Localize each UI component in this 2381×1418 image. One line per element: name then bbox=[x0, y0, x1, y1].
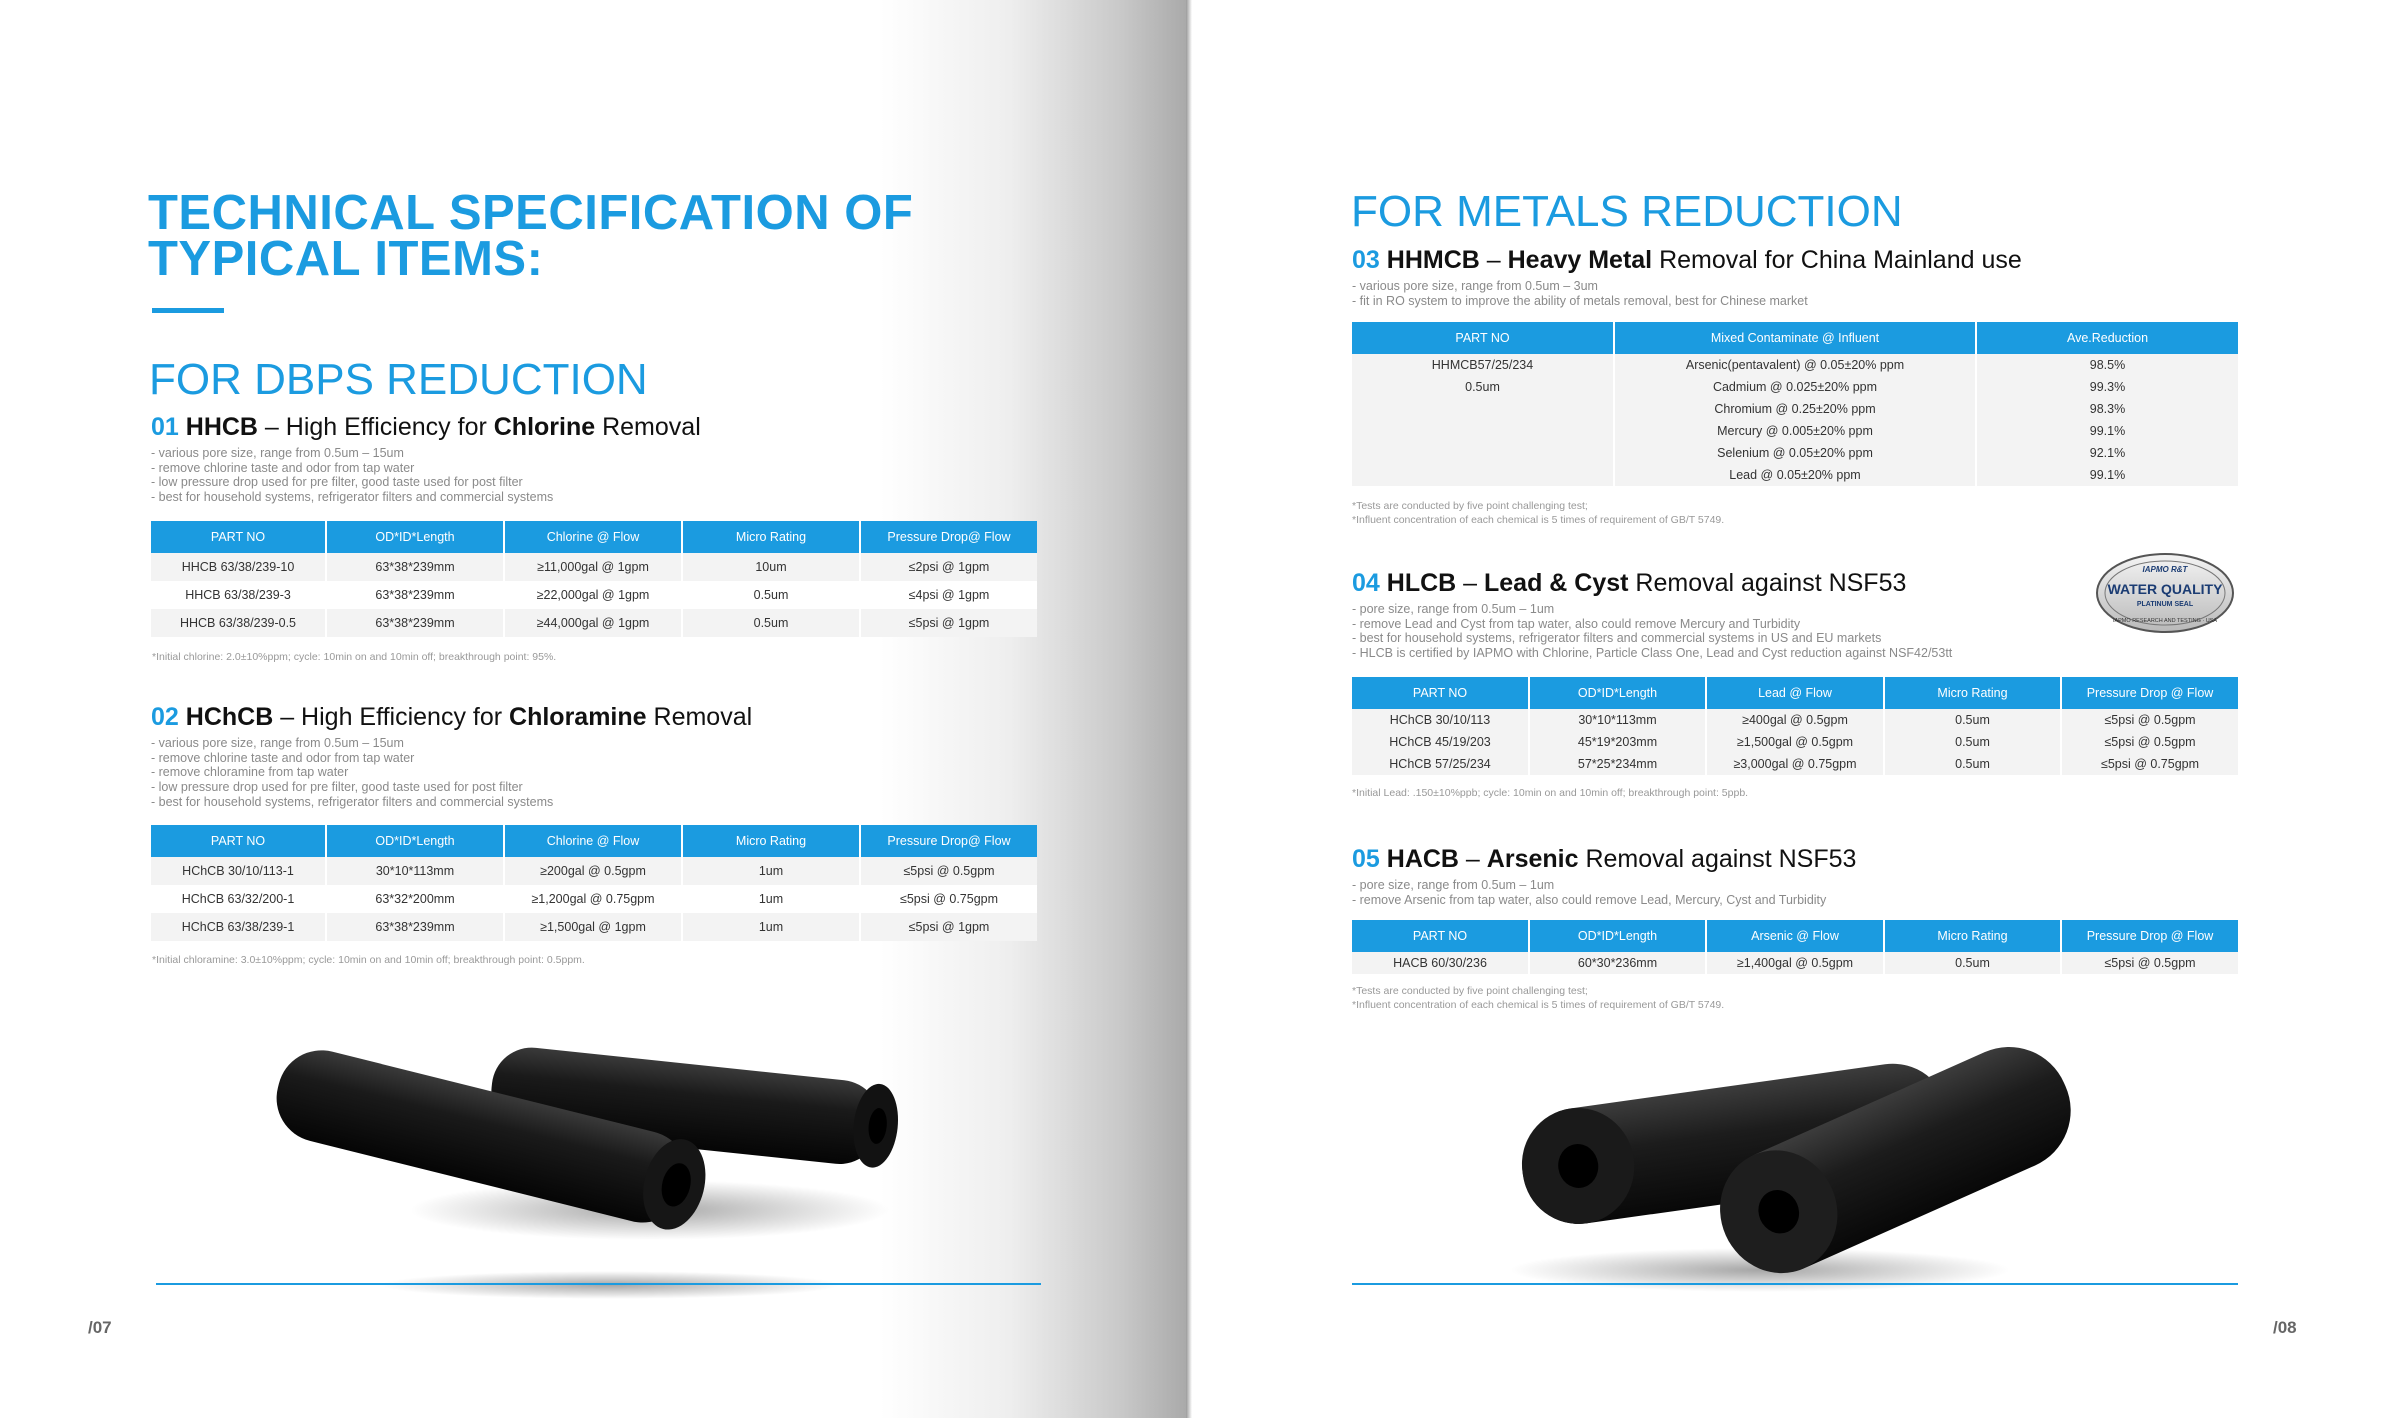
table-cell: ≤5psi @ 0.5gpm bbox=[2061, 709, 2238, 731]
table-cell: ≥1,400gal @ 0.5gpm bbox=[1706, 952, 1884, 974]
table-cell: 0.5um bbox=[682, 609, 860, 637]
bullet: - various pore size, range from 0.5um – 15um bbox=[151, 446, 1031, 461]
column-header: OD*ID*Length bbox=[326, 825, 504, 857]
bullet: - low pressure drop used for pre filter, good taste used for post filter bbox=[151, 475, 1031, 490]
table-cell: ≤5psi @ 1gpm bbox=[860, 609, 1037, 637]
item-number: 04 bbox=[1352, 569, 1380, 597]
table-cell: 0.5um bbox=[1352, 376, 1614, 398]
table-cell: ≤5psi @ 0.5gpm bbox=[2061, 731, 2238, 753]
table-cell: 99.1% bbox=[1976, 464, 2238, 486]
main-title bbox=[148, 186, 948, 286]
item-code: HHMCB bbox=[1386, 246, 1480, 274]
table-cell: 60*30*236mm bbox=[1529, 952, 1706, 974]
column-header: OD*ID*Length bbox=[1529, 920, 1706, 952]
badge-top-text: IAPMO R&T bbox=[2142, 565, 2188, 574]
column-header: PART NO bbox=[1352, 322, 1614, 354]
table-cell: ≤5psi @ 0.5gpm bbox=[2061, 952, 2238, 974]
bullet: - various pore size, range from 0.5um – 15um bbox=[151, 736, 1031, 751]
bullet: - various pore size, range from 0.5um – 3um bbox=[1352, 279, 2232, 294]
table-cell: HHCB 63/38/239-0.5 bbox=[151, 609, 326, 637]
table-cell: 30*10*113mm bbox=[326, 857, 504, 885]
item-number: 02 bbox=[151, 703, 179, 731]
item-03-hhmcb bbox=[1352, 245, 2232, 308]
item-01-hhcb bbox=[151, 412, 1031, 505]
main-title-line2: TYPICAL ITEMS: bbox=[148, 232, 544, 286]
table-row bbox=[151, 857, 1037, 885]
footnote-line: *Tests are conducted by five point challenging test; bbox=[1352, 985, 1588, 997]
bullet: - best for household systems, refrigerator filters and commercial systems bbox=[151, 795, 1031, 810]
item-02-footnote: *Initial chloramine: 3.0±10%ppm; cycle: 10min on and 10min off; breakthrough point: 0.5ppm. bbox=[152, 954, 585, 966]
table-cell: 0.5um bbox=[1884, 753, 2061, 775]
table-cell: ≤5psi @ 0.75gpm bbox=[860, 885, 1037, 913]
column-header: PART NO bbox=[151, 521, 326, 553]
table-cell bbox=[1352, 464, 1614, 486]
item-heading-post: Removal bbox=[595, 413, 701, 441]
table-cell: 63*32*200mm bbox=[326, 885, 504, 913]
item-heading-post: Removal against NSF53 bbox=[1578, 845, 1857, 873]
column-header: PART NO bbox=[1352, 677, 1529, 709]
column-header: Chlorine @ Flow bbox=[504, 521, 682, 553]
table-cell: HChCB 57/25/234 bbox=[1352, 753, 1529, 775]
item-05-hacb bbox=[1352, 844, 2232, 907]
table-header-row bbox=[1352, 920, 2238, 952]
table-row bbox=[1352, 442, 2238, 464]
table-cell: ≥1,500gal @ 0.5gpm bbox=[1706, 731, 1884, 753]
item-05-heading bbox=[1352, 844, 2232, 874]
item-heading-pre: – High Efficiency for bbox=[257, 413, 494, 441]
main-title-line1: TECHNICAL SPECIFICATION OF bbox=[148, 186, 914, 240]
table-cell: Mercury @ 0.005±20% ppm bbox=[1614, 420, 1976, 442]
item-heading-pre: – High Efficiency for bbox=[273, 703, 510, 731]
table-cell: ≤4psi @ 1gpm bbox=[860, 581, 1037, 609]
table-row bbox=[1352, 376, 2238, 398]
page-fold bbox=[1186, 0, 1192, 1418]
column-header: Micro Rating bbox=[682, 521, 860, 553]
footnote-line: *Influent concentration of each chemical is 5 times of requirement of GB/T 5749. bbox=[1352, 514, 1725, 526]
table-cell: 0.5um bbox=[1884, 731, 2061, 753]
bullet: - remove Arsenic from tap water, also could remove Lead, Mercury, Cyst and Turbidity bbox=[1352, 893, 2232, 908]
item-02-bullets bbox=[151, 736, 1031, 810]
bullet: - HLCB is certified by IAPMO with Chlorine, Particle Class One, Lead and Cyst reduction against NSF42/53tt bbox=[1352, 646, 2232, 661]
table-cell: 99.3% bbox=[1976, 376, 2238, 398]
item-03-spec-table bbox=[1352, 322, 2238, 486]
item-01-heading bbox=[151, 412, 1031, 442]
table-cell: 63*38*239mm bbox=[326, 609, 504, 637]
footnote-line: *Influent concentration of each chemical is 5 times of requirement of GB/T 5749. bbox=[1352, 999, 1725, 1011]
table-cell: ≥400gal @ 0.5gpm bbox=[1706, 709, 1884, 731]
table-cell: ≥200gal @ 0.5gpm bbox=[504, 857, 682, 885]
table-row bbox=[1352, 753, 2238, 775]
badge-main-text: WATER QUALITY bbox=[2107, 581, 2223, 597]
column-header: Chlorine @ Flow bbox=[504, 825, 682, 857]
table-cell: HChCB 63/38/239-1 bbox=[151, 913, 326, 941]
column-header: Ave.Reduction bbox=[1976, 322, 2238, 354]
bullet: - pore size, range from 0.5um – 1um bbox=[1352, 878, 2232, 893]
table-header-row bbox=[151, 521, 1037, 553]
table-cell: 98.3% bbox=[1976, 398, 2238, 420]
item-03-footnote bbox=[1352, 499, 1724, 527]
table-cell: ≥44,000gal @ 1gpm bbox=[504, 609, 682, 637]
table-cell: HChCB 63/32/200-1 bbox=[151, 885, 326, 913]
column-header: Mixed Contaminate @ Influent bbox=[1614, 322, 1976, 354]
column-header: Lead @ Flow bbox=[1706, 677, 1884, 709]
title-underline bbox=[152, 308, 224, 313]
table-cell: ≤5psi @ 0.5gpm bbox=[860, 857, 1037, 885]
table-cell bbox=[1352, 442, 1614, 464]
item-number: 01 bbox=[151, 413, 179, 441]
item-code: HLCB bbox=[1386, 569, 1457, 597]
iapmo-water-quality-seal-icon bbox=[2095, 552, 2235, 634]
table-cell: ≥1,200gal @ 0.75gpm bbox=[504, 885, 682, 913]
section-metals-heading: FOR METALS REDUCTION bbox=[1351, 187, 1903, 236]
item-04-spec-table bbox=[1352, 677, 2238, 775]
item-01-footnote: *Initial chlorine: 2.0±10%ppm; cycle: 10min on and 10min off; breakthrough point: 95%. bbox=[152, 651, 557, 663]
table-cell: Chromium @ 0.25±20% ppm bbox=[1614, 398, 1976, 420]
table-cell: 10um bbox=[682, 553, 860, 581]
table-row bbox=[1352, 354, 2238, 376]
item-heading-pre: – bbox=[1479, 246, 1508, 274]
item-03-bullets bbox=[1352, 279, 2232, 308]
table-cell: 0.5um bbox=[1884, 952, 2061, 974]
bullet: - best for household systems, refrigerator filters and commercial systems bbox=[151, 490, 1031, 505]
table-cell: 98.5% bbox=[1976, 354, 2238, 376]
table-cell: 45*19*203mm bbox=[1529, 731, 1706, 753]
left-bottom-rule bbox=[156, 1283, 1041, 1285]
bullet: - best for household systems, refrigerator filters and commercial systems in US and EU markets bbox=[1352, 631, 2232, 646]
column-header: Arsenic @ Flow bbox=[1706, 920, 1884, 952]
item-03-heading bbox=[1352, 245, 2232, 275]
table-cell: ≤5psi @ 0.75gpm bbox=[2061, 753, 2238, 775]
table-header-row bbox=[151, 825, 1037, 857]
table-cell: 0.5um bbox=[1884, 709, 2061, 731]
table-cell: Lead @ 0.05±20% ppm bbox=[1614, 464, 1976, 486]
column-header: PART NO bbox=[1352, 920, 1529, 952]
table-cell: Cadmium @ 0.025±20% ppm bbox=[1614, 376, 1976, 398]
table-row bbox=[1352, 420, 2238, 442]
table-cell: ≤2psi @ 1gpm bbox=[860, 553, 1037, 581]
item-heading-pre: – bbox=[1458, 845, 1487, 873]
bullet: - pore size, range from 0.5um – 1um bbox=[1352, 602, 2232, 617]
table-header-row bbox=[1352, 677, 2238, 709]
item-01-spec-table bbox=[151, 521, 1037, 637]
table-row bbox=[151, 913, 1037, 941]
footnote-line: *Tests are conducted by five point challenging test; bbox=[1352, 500, 1588, 512]
table-row bbox=[151, 885, 1037, 913]
table-row bbox=[1352, 464, 2238, 486]
table-cell bbox=[1352, 420, 1614, 442]
table-cell: 0.5um bbox=[682, 581, 860, 609]
item-02-spec-table bbox=[151, 825, 1037, 941]
table-cell bbox=[1352, 398, 1614, 420]
item-heading-pre: – bbox=[1456, 569, 1484, 597]
column-header: Pressure Drop@ Flow bbox=[860, 521, 1037, 553]
item-heading-keyword: Chlorine bbox=[493, 413, 596, 441]
column-header: Micro Rating bbox=[682, 825, 860, 857]
item-05-bullets bbox=[1352, 878, 2232, 907]
table-cell: HACB 60/30/236 bbox=[1352, 952, 1529, 974]
bullet: - remove chlorine taste and odor from tap water bbox=[151, 751, 1031, 766]
badge-sub-text: PLATINUM SEAL bbox=[2136, 601, 2194, 608]
table-row bbox=[1352, 952, 2238, 974]
item-heading-post: Removal bbox=[646, 703, 753, 731]
table-cell: ≥1,500gal @ 1gpm bbox=[504, 913, 682, 941]
column-header: Micro Rating bbox=[1884, 677, 2061, 709]
column-header: Pressure Drop @ Flow bbox=[2061, 677, 2238, 709]
section-dbps-heading: FOR DBPS REDUCTION bbox=[149, 355, 648, 404]
table-cell: 1um bbox=[682, 885, 860, 913]
bullet: - low pressure drop used for pre filter, good taste used for post filter bbox=[151, 780, 1031, 795]
table-cell: ≤5psi @ 1gpm bbox=[860, 913, 1037, 941]
table-cell: HHCB 63/38/239-3 bbox=[151, 581, 326, 609]
item-heading-keyword: Chloramine bbox=[509, 703, 647, 731]
table-row bbox=[1352, 709, 2238, 731]
table-cell: 1um bbox=[682, 913, 860, 941]
item-02-heading bbox=[151, 702, 1031, 732]
carbon-block-tubes-image-right bbox=[1500, 1030, 2080, 1300]
item-04-footnote: *Initial Lead: .150±10%ppb; cycle: 10min on and 10min off; breakthrough point: 5ppb. bbox=[1352, 787, 1749, 799]
bullet: - remove chloramine from tap water bbox=[151, 765, 1031, 780]
column-header: OD*ID*Length bbox=[326, 521, 504, 553]
bullet: - fit in RO system to improve the ability of metals removal, best for Chinese market bbox=[1352, 294, 2232, 309]
item-number: 05 bbox=[1352, 845, 1380, 873]
column-header: Pressure Drop @ Flow bbox=[2061, 920, 2238, 952]
table-cell: HHCB 63/38/239-10 bbox=[151, 553, 326, 581]
page-number-left: /07 bbox=[88, 1318, 112, 1337]
column-header: Micro Rating bbox=[1884, 920, 2061, 952]
table-cell: HHMCB57/25/234 bbox=[1352, 354, 1614, 376]
item-heading-keyword: Arsenic bbox=[1486, 845, 1579, 873]
table-cell: ≥3,000gal @ 0.75gpm bbox=[1706, 753, 1884, 775]
carbon-block-tubes-image bbox=[250, 1000, 930, 1300]
item-heading-post: Removal for China Mainland use bbox=[1652, 246, 2022, 274]
table-cell: 63*38*239mm bbox=[326, 913, 504, 941]
item-01-bullets bbox=[151, 446, 1031, 505]
table-cell: 30*10*113mm bbox=[1529, 709, 1706, 731]
column-header: OD*ID*Length bbox=[1529, 677, 1706, 709]
item-heading-keyword: Heavy Metal bbox=[1507, 246, 1653, 274]
table-cell: 1um bbox=[682, 857, 860, 885]
column-header: PART NO bbox=[151, 825, 326, 857]
table-row bbox=[1352, 398, 2238, 420]
item-code: HACB bbox=[1386, 845, 1459, 873]
item-number: 03 bbox=[1352, 246, 1380, 274]
table-cell: ≥22,000gal @ 1gpm bbox=[504, 581, 682, 609]
item-heading-keyword: Lead & Cyst bbox=[1484, 569, 1629, 597]
table-cell: Arsenic(pentavalent) @ 0.05±20% ppm bbox=[1614, 354, 1976, 376]
item-heading-post: Removal against NSF53 bbox=[1628, 569, 1907, 597]
table-cell: 57*25*234mm bbox=[1529, 753, 1706, 775]
table-cell: Selenium @ 0.05±20% ppm bbox=[1614, 442, 1976, 464]
bullet: - remove Lead and Cyst from tap water, also could remove Mercury and Turbidity bbox=[1352, 617, 2232, 632]
table-cell: 63*38*239mm bbox=[326, 553, 504, 581]
item-code: HHCB bbox=[185, 413, 258, 441]
table-cell: 92.1% bbox=[1976, 442, 2238, 464]
table-cell: HChCB 30/10/113 bbox=[1352, 709, 1529, 731]
page-number-right: /08 bbox=[2273, 1318, 2297, 1337]
table-cell: 99.1% bbox=[1976, 420, 2238, 442]
column-header: Pressure Drop@ Flow bbox=[860, 825, 1037, 857]
table-row bbox=[151, 609, 1037, 637]
table-header-row bbox=[1352, 322, 2238, 354]
badge-arc-text: IAPMO RESEARCH AND TESTING · USA bbox=[2112, 618, 2218, 624]
item-02-hchcb bbox=[151, 702, 1031, 810]
table-cell: 63*38*239mm bbox=[326, 581, 504, 609]
item-05-spec-table bbox=[1352, 920, 2238, 974]
table-cell: HChCB 45/19/203 bbox=[1352, 731, 1529, 753]
table-cell: ≥11,000gal @ 1gpm bbox=[504, 553, 682, 581]
table-row bbox=[1352, 731, 2238, 753]
bullet: - remove chlorine taste and odor from tap water bbox=[151, 461, 1031, 476]
right-bottom-rule bbox=[1352, 1283, 2238, 1285]
item-05-footnote bbox=[1352, 984, 1724, 1012]
table-row bbox=[151, 553, 1037, 581]
table-cell: HChCB 30/10/113-1 bbox=[151, 857, 326, 885]
item-code: HChCB bbox=[185, 703, 274, 731]
table-row bbox=[151, 581, 1037, 609]
